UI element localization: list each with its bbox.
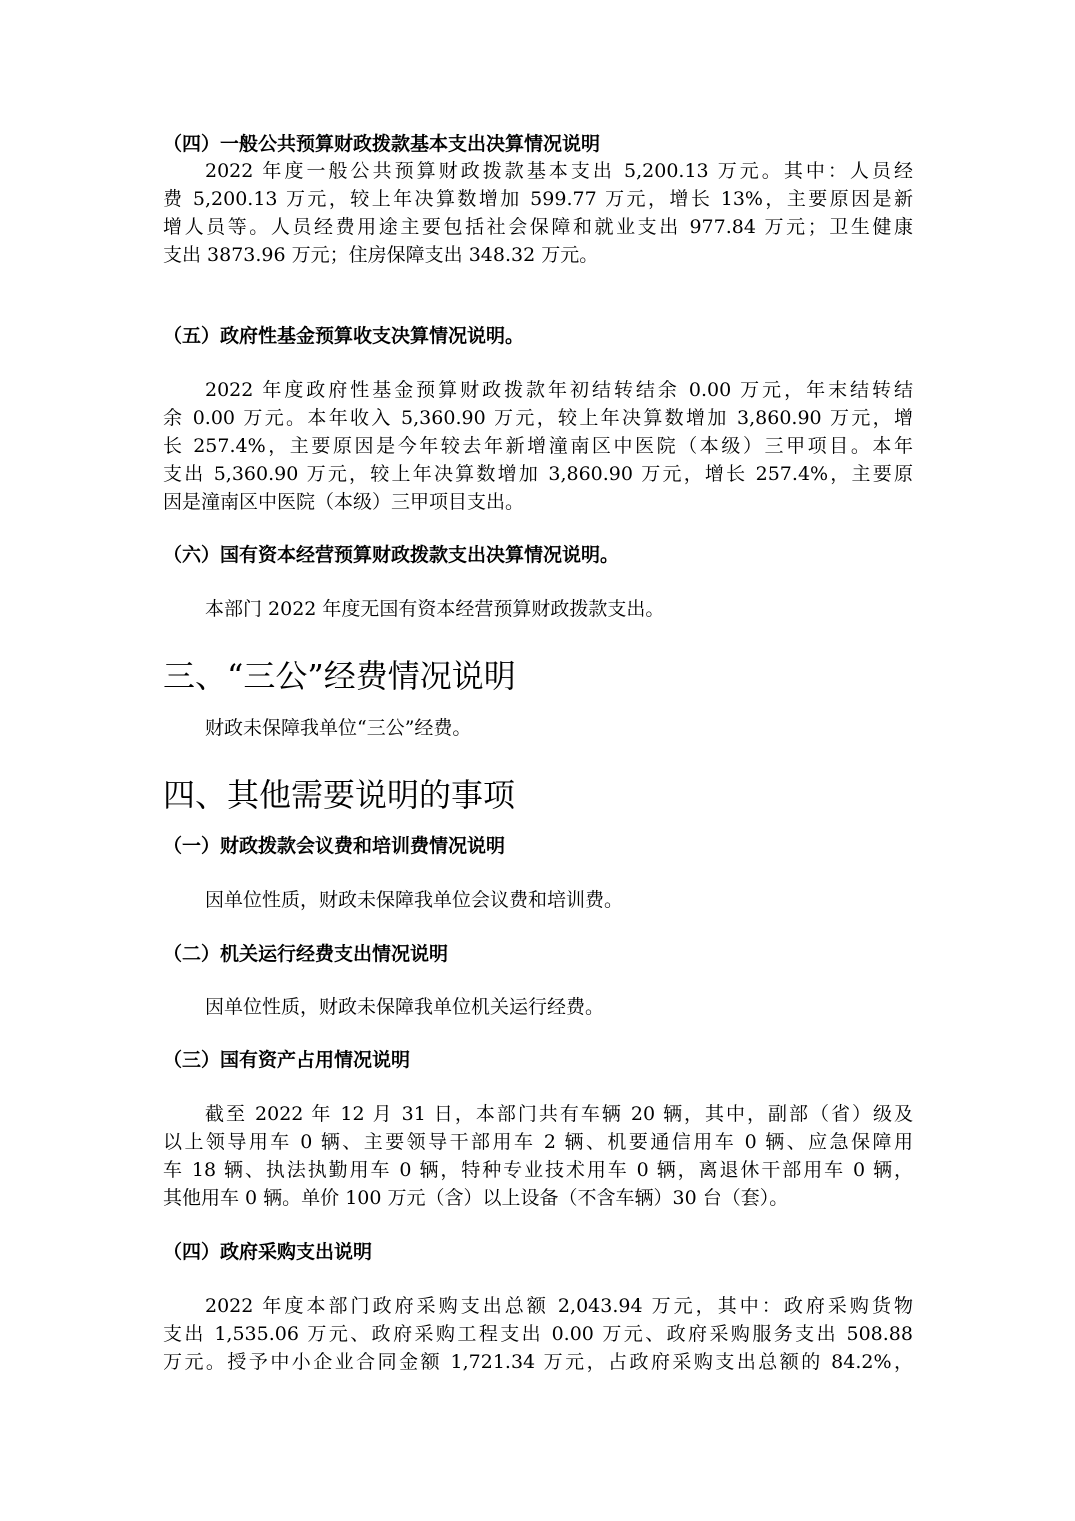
- paragraph-line: 2022 年度本部门政府采购支出总额 2,043.94 万元，其中：政府采购货物: [205, 1295, 913, 1317]
- paragraph-line: 增人员等。人员经费用途主要包括社会保障和就业支出 977.84 万元；卫生健康: [163, 216, 913, 238]
- paragraph-line: 截至 2022 年 12 月 31 日，本部门共有车辆 20 辆，其中，副部（省）级及: [205, 1103, 913, 1125]
- paragraph-line: 余 0.00 万元。本年收入 5,360.90 万元，较上年决算数增加 3,860.90 万元，增: [163, 407, 913, 429]
- paragraph-line: 因是潼南区中医院（本级）三甲项目支出。: [163, 491, 525, 513]
- paragraph-line: 以上领导用车 0 辆、主要领导干部用车 2 辆、机要通信用车 0 辆、应急保障用: [163, 1131, 913, 1153]
- subsection-4-1-paragraph: [163, 886, 913, 914]
- paragraph-line: 长 257.4%，主要原因是今年较去年新增潼南区中医院（本级）三甲项目。本年: [163, 435, 913, 457]
- section-5-paragraph: [163, 376, 913, 516]
- part-3-paragraph: [163, 714, 913, 742]
- part-4-heading: 四、其他需要说明的事项: [163, 776, 516, 814]
- part-3-heading: 三、“三公”经费情况说明: [163, 657, 516, 695]
- paragraph-line: 费 5,200.13 万元，较上年决算数增加 599.77 万元，增长 13%，主要原因是新: [163, 188, 913, 210]
- paragraph-line: 2022 年度一般公共预算财政拨款基本支出 5,200.13 万元。其中：人员经: [205, 160, 913, 182]
- paragraph-line: 因单位性质，财政未保障我单位机关运行经费。: [205, 996, 605, 1018]
- paragraph-line: 财政未保障我单位“三公”经费。: [205, 717, 472, 739]
- subsection-4-2-paragraph: [163, 993, 913, 1021]
- paragraph-line: 支出 5,360.90 万元，较上年决算数增加 3,860.90 万元，增长 257.4%，主要原: [163, 463, 913, 485]
- paragraph-line: 因单位性质，财政未保障我单位会议费和培训费。: [205, 889, 624, 911]
- section-heading-6: （六）国有资本经营预算财政拨款支出决算情况说明。: [163, 544, 620, 566]
- subsection-4-3-paragraph: [163, 1100, 913, 1212]
- subsection-heading-4-1: （一）财政拨款会议费和培训费情况说明: [163, 835, 506, 857]
- paragraph-line: 车 18 辆、执法执勤用车 0 辆，特种专业技术用车 0 辆，离退休干部用车 0 辆，: [163, 1159, 913, 1181]
- subsection-4-4-paragraph: [163, 1292, 913, 1376]
- paragraph-line: 本部门 2022 年度无国有资本经营预算财政拨款支出。: [205, 598, 665, 620]
- section-heading-5: （五）政府性基金预算收支决算情况说明。: [163, 325, 525, 347]
- paragraph-line: 支出 3873.96 万元；住房保障支出 348.32 万元。: [163, 244, 599, 266]
- section-heading-4: （四）一般公共预算财政拨款基本支出决算情况说明: [163, 133, 601, 155]
- section-6-paragraph: [163, 595, 913, 623]
- paragraph-line: 支出 1,535.06 万元、政府采购工程支出 0.00 万元、政府采购服务支出 508.88: [163, 1323, 913, 1345]
- paragraph-line: 其他用车 0 辆。单价 100 万元（含）以上设备（不含车辆）30 台（套）。: [163, 1187, 789, 1209]
- subsection-heading-4-4: （四）政府采购支出说明: [163, 1241, 373, 1263]
- paragraph-line: 2022 年度政府性基金预算财政拨款年初结转结余 0.00 万元，年末结转结: [205, 379, 913, 401]
- subsection-heading-4-3: （三）国有资产占用情况说明: [163, 1049, 411, 1071]
- subsection-heading-4-2: （二）机关运行经费支出情况说明: [163, 943, 449, 965]
- paragraph-line: 万元。授予中小企业合同金额 1,721.34 万元，占政府采购支出总额的 84.2%，: [163, 1351, 913, 1373]
- section-4-paragraph: [163, 157, 913, 269]
